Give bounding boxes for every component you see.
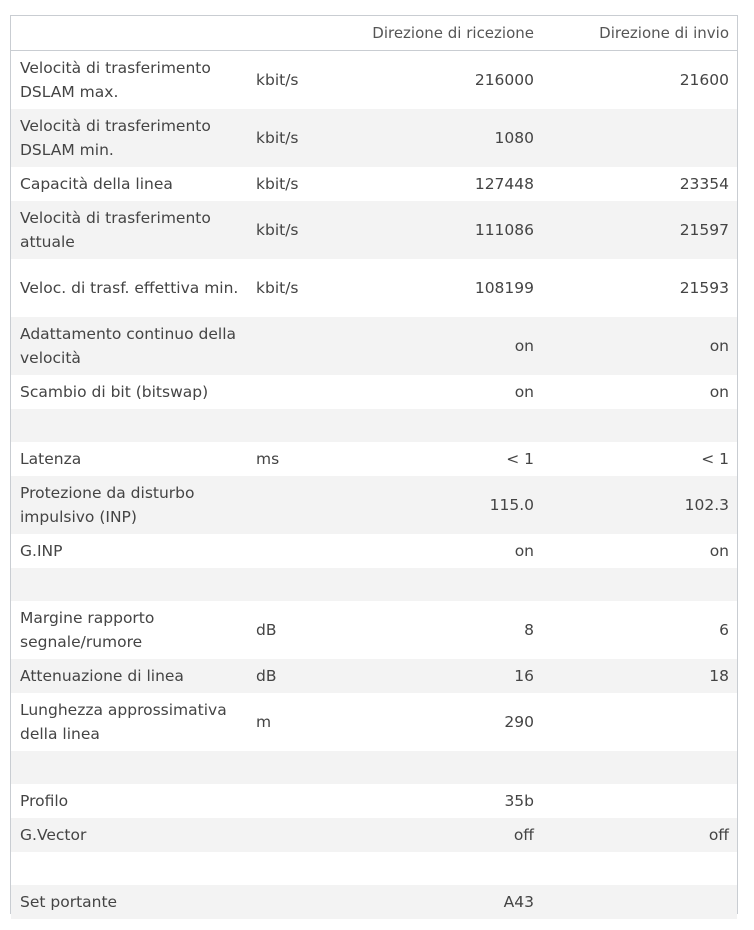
row-unit [246,568,321,601]
row-send-value: 23354 [679,175,729,193]
table-row [11,51,737,110]
row-receive-value: 111086 [321,201,542,259]
row-label: Protezione da disturbo impulsivo (INP) [11,476,246,534]
row-unit [246,885,321,919]
row-send-value: 102.3 [542,476,737,534]
row-label [11,751,246,784]
row-receive-value: off [321,818,542,852]
row-receive-value [321,852,542,885]
dsl-info-panel [10,15,738,914]
row-receive-value: on [514,383,534,401]
table-row [11,818,737,852]
row-receive-value: 8 [524,621,534,639]
column-header-label [11,16,246,51]
row-send-value [542,784,737,818]
row-receive-value: A43 [321,885,542,919]
spacer-row [11,409,737,442]
row-receive-value: on [321,317,542,375]
row-send-value: 21600 [679,71,729,89]
row-receive-value: 1080 [321,109,542,167]
row-send-value: on [709,383,729,401]
row-receive-value: 108199 [474,279,534,297]
row-receive-value [321,751,542,784]
table-row [11,109,737,167]
row-unit: kbit/s [246,109,321,167]
row-unit [246,818,321,852]
table-row [11,375,737,409]
row-receive-value: 35b [504,792,534,810]
row-unit [246,852,321,885]
table-row [11,659,737,693]
column-header-receive: Direzione di ricezione [321,16,542,51]
row-label: Attenuazione di linea [11,659,246,693]
table-row [11,534,737,568]
row-receive-value [321,568,542,601]
row-send-value: 6 [719,621,729,639]
row-receive-value: 216000 [474,71,534,89]
row-send-value [542,109,737,167]
row-label [11,852,246,885]
table-row [11,259,737,317]
row-label: Veloc. di trasf. effettiva min. [20,279,239,297]
row-label [11,409,246,442]
row-receive-value: 127448 [474,175,534,193]
row-unit: kbit/s [246,201,321,259]
row-send-value [542,852,737,885]
column-header-send: Direzione di invio [542,16,737,51]
spacer-row [11,751,737,784]
table-row [11,885,737,919]
row-receive-value: on [514,542,534,560]
row-receive-value: < 1 [506,450,534,468]
row-label: Set portante [11,885,246,919]
row-unit [246,375,321,409]
table-row [11,601,737,659]
table-row [11,167,737,201]
row-unit [246,534,321,568]
row-send-value: on [709,542,729,560]
table-row [11,201,737,259]
row-label: G.INP [20,542,63,560]
row-send-value: 21593 [679,279,729,297]
row-label: Scambio di bit (bitswap) [20,383,209,401]
table-row [11,442,737,476]
row-send-value [542,409,737,442]
row-label: Lunghezza approssimativa della linea [20,701,227,743]
row-send-value: 21597 [542,201,737,259]
table-row [11,693,737,751]
table-row [11,317,737,375]
row-label: Adattamento continuo della velocità [11,317,246,375]
row-label: Latenza [20,450,82,468]
spacer-row [11,568,737,601]
row-label: Velocità di trasferimento DSLAM max. [20,59,211,101]
row-label: Velocità di trasferimento attuale [11,201,246,259]
table-row [11,476,737,534]
row-unit: kbit/s [256,71,299,89]
row-send-value: < 1 [701,450,729,468]
row-unit [246,751,321,784]
row-label: G.Vector [11,818,246,852]
row-unit: ms [256,450,280,468]
row-label: Velocità di trasferimento DSLAM min. [11,109,246,167]
row-send-value: 18 [542,659,737,693]
row-unit [246,784,321,818]
row-send-value [542,885,737,919]
row-send-value [542,568,737,601]
row-receive-value: 16 [321,659,542,693]
row-unit: kbit/s [256,175,299,193]
row-unit [246,409,321,442]
row-receive-value: 290 [504,713,534,731]
column-header-unit [246,16,321,51]
row-send-value [542,693,737,751]
row-unit: kbit/s [256,279,299,297]
row-receive-value: 115.0 [321,476,542,534]
row-label: Capacità della linea [20,175,173,193]
row-label: Margine rapporto segnale/rumore [20,609,155,651]
row-send-value [542,751,737,784]
row-receive-value [321,409,542,442]
row-unit: dB [246,659,321,693]
row-send-value: off [542,818,737,852]
row-unit: dB [256,621,277,639]
row-unit [246,476,321,534]
dsl-info-table [11,16,737,919]
table-header-row [11,16,737,51]
row-label: Profilo [20,792,69,810]
row-label [11,568,246,601]
spacer-row [11,852,737,885]
table-row [11,784,737,818]
row-unit: m [256,713,272,731]
row-unit [246,317,321,375]
row-send-value: on [542,317,737,375]
